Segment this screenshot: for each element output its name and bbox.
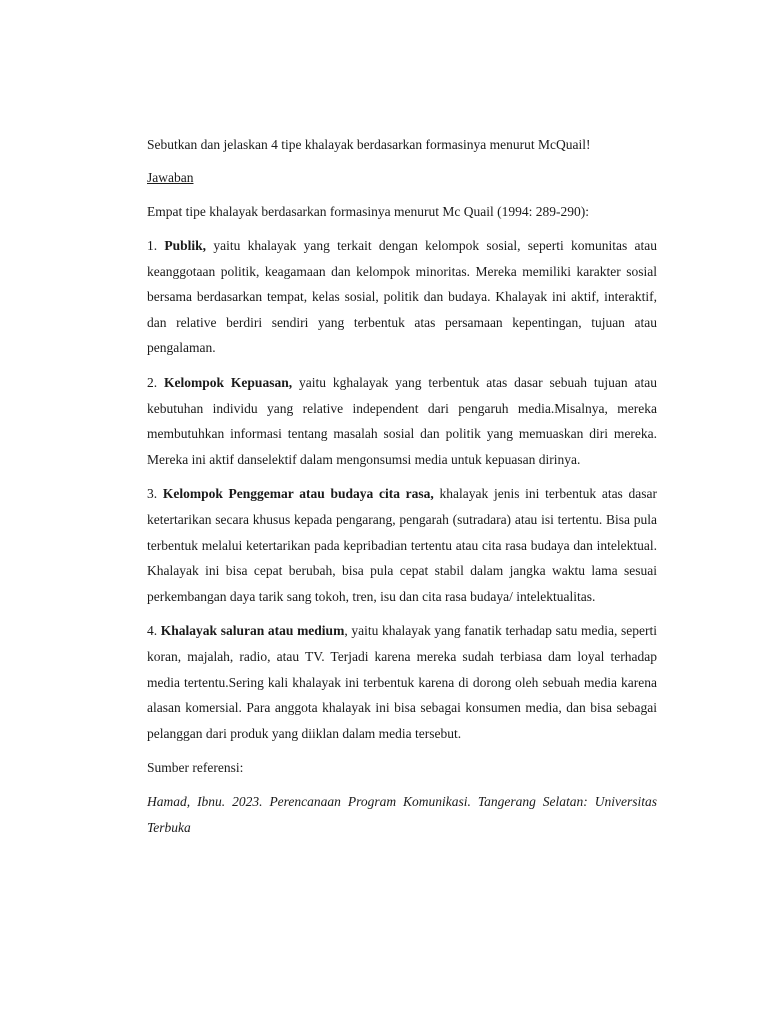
item-description: yaitu kghalayak yang terbentuk atas dasar sebuah tujuan atau kebutuhan individu yang relative independent dari pengaruh media.Misalnya, mereka membutuhkan informasi tentang masalah sosial dan politik yang memuaskan diri mereka. Mereka ini aktif danselektif dalam mengonsumsi media untuk kepuasan dirinya. <box>147 374 657 467</box>
item-number: 1. <box>147 238 165 253</box>
item-number: 4. <box>147 623 161 639</box>
item-description: khalayak jenis ini terbentuk atas dasar ketertarikan secara khusus kepada pengarang, pengarah (sutradara) atau isi tertentu. Bisa pula terbentuk melalui ketertarikan pada kepribadian tertentu atau cita rasa budaya dan intelektual. Khalayak ini bisa cepat berubah, bisa pula cepat stabil dalam jangka waktu lama sesuai perkembangan daya tarik sang tokoh, tren, isu dan cita rasa budaya/ intelektualitas. <box>147 486 658 604</box>
item-number: 2. <box>147 374 165 390</box>
answer-heading: Jawaban <box>147 170 194 185</box>
item-title: Khalayak saluran atau medium <box>160 623 345 639</box>
reference-citation: Hamad, Ibnu. 2023. Perencanaan Program Komunikasi. Tangerang Selatan: Universitas Terbuka <box>147 794 657 835</box>
question-text: Sebutkan dan jelaskan 4 tipe khalayak berdasarkan formasinya menurut McQuail! <box>147 137 591 152</box>
item-title: Kelompok Kepuasan, <box>164 374 293 390</box>
document-page <box>147 132 657 840</box>
item-title: Publik, <box>164 238 207 253</box>
audience-type-item-2 <box>147 370 657 472</box>
audience-type-item-1 <box>147 233 657 361</box>
item-description: , yaitu khalayak yang fanatik terhadap satu media, seperti koran, majalah, radio, atau TV. Terjadi karena mereka sudah terbiasa dam loyal terhadap media tertentu.Sering kali khalayak ini terbentuk karena di dorong oleh sebuah media karena alasan komersial. Para anggota khalayak ini bisa sebagai konsumen media, dan bisa sebagai pelanggan dari produk yang diiklan dalam media tersebut. <box>147 623 658 741</box>
audience-type-item-3 <box>147 481 657 609</box>
item-title: Kelompok Penggemar atau budaya cita rasa, <box>162 486 434 502</box>
item-description: yaitu khalayak yang terkait dengan kelompok sosial, seperti komunitas atau keanggotaan politik, keagamaan dan kelompok minoritas. Mereka memiliki karakter sosial bersama berdasarkan tempat, kelas sosial, politik dan budaya. Khalayak ini aktif, interaktif, dan relative berdiri sendiri yang terbentuk atas persamaan kepentingan, tujuan atau pengalaman. <box>147 238 658 356</box>
intro-text: Empat tipe khalayak berdasarkan formasinya menurut Mc Quail (1994: 289-290): <box>147 204 589 219</box>
audience-type-item-4 <box>147 618 657 746</box>
source-label: Sumber referensi: <box>147 760 244 776</box>
item-number: 3. <box>147 486 163 502</box>
